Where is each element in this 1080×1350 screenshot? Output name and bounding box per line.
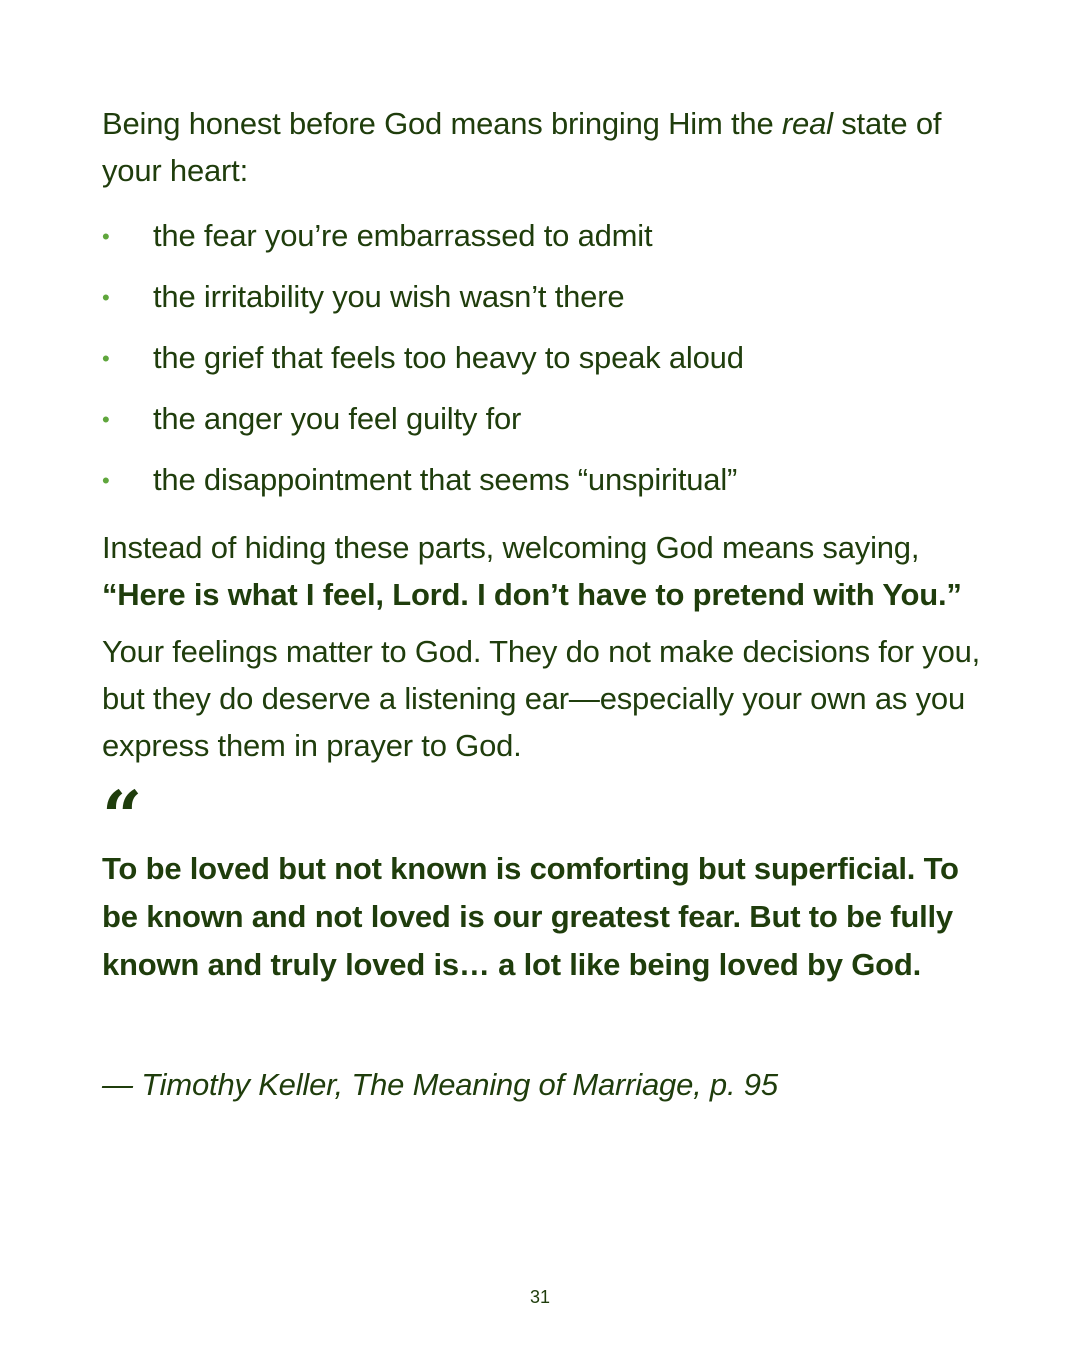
page-number: 31 [529, 1287, 551, 1307]
bullet-icon: • [102, 407, 110, 432]
list-item-text: the irritability you wish wasn’t there [153, 279, 625, 314]
bullet-icon: • [102, 346, 110, 371]
bullet-icon: • [102, 285, 110, 310]
list-item [102, 277, 982, 317]
feelings-matter-paragraph: Your feelings matter to God. They do not make decisions for you, but they do deserve a listening ear—especially your own as you express them in prayer to God. [102, 634, 981, 763]
feelings-list [102, 216, 982, 500]
quote-attribution: — Timothy Keller, The Meaning of Marriage, p. 95 [102, 1067, 778, 1102]
list-item-text: the disappointment that seems “unspiritual” [153, 462, 738, 497]
list-item-text: the fear you’re embarrassed to admit [153, 218, 653, 253]
list-item-text: the grief that feels too heavy to speak aloud [153, 340, 744, 375]
list-item [102, 216, 982, 256]
welcome-prayer-quote: “Here is what I feel, Lord. I don’t have to pretend with You.” [102, 577, 962, 612]
bullet-icon: • [102, 468, 110, 493]
list-item [102, 338, 982, 378]
intro-text-after: state of your heart: [102, 106, 942, 188]
bullet-icon: • [102, 224, 110, 249]
welcome-paragraph [102, 524, 982, 618]
intro-emphasis: real [781, 106, 833, 141]
list-item-text: the anger you feel guilty for [153, 401, 522, 436]
welcome-lead: Instead of hiding these parts, welcoming God means saying, [102, 530, 920, 565]
quote-mark-icon: “ [102, 775, 143, 858]
list-item [102, 399, 982, 439]
pull-quote: To be loved but not known is comforting but superficial. To be known and not loved is our greatest fear. But to be fully known and truly loved is… a lot like being loved by God. [102, 851, 959, 982]
intro-paragraph [102, 100, 982, 194]
list-item [102, 460, 982, 500]
page-content [102, 100, 982, 1105]
intro-text-before: Being honest before God means bringing Him the [102, 106, 782, 141]
